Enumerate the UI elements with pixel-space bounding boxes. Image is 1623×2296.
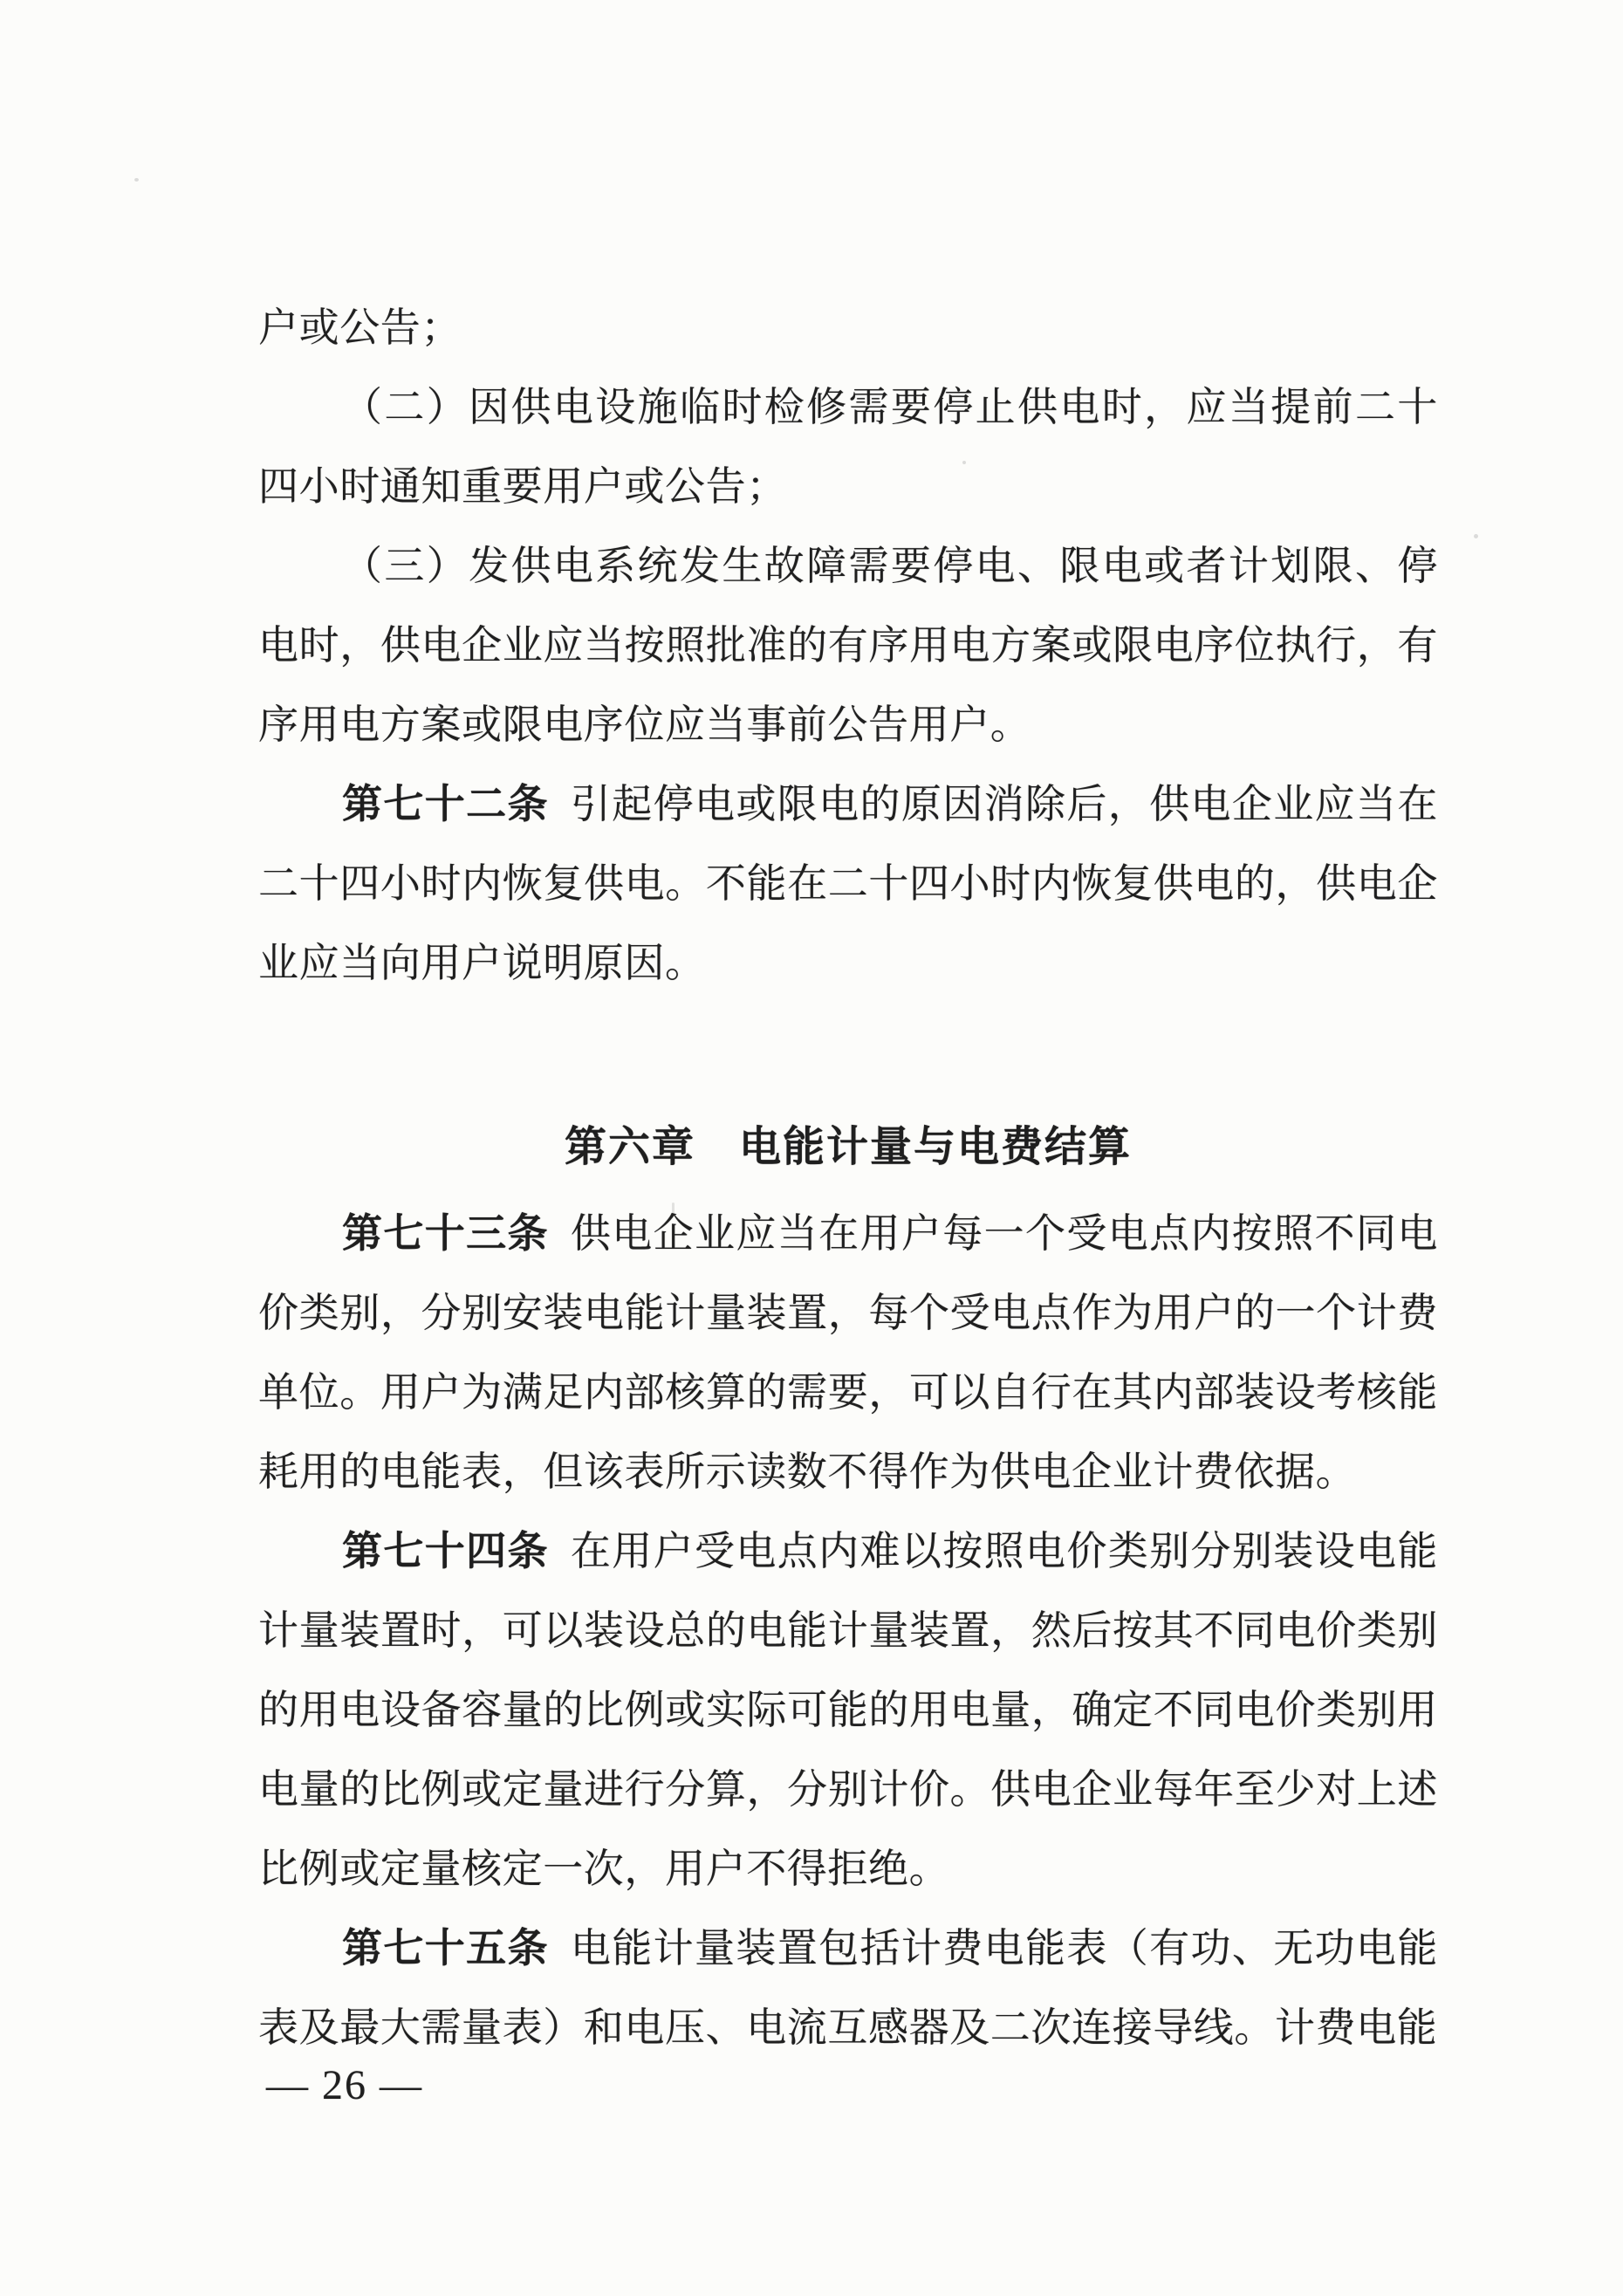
article-number: 第七十三条 — [342, 1210, 549, 1256]
paragraph — [258, 1194, 1438, 1511]
article-number: 第七十四条 — [342, 1528, 549, 1573]
page-number: — 26 — — [266, 2062, 423, 2108]
paragraph — [258, 526, 1438, 764]
article-number: 第七十五条 — [342, 1925, 549, 1970]
paragraph — [258, 1909, 1438, 2067]
paragraph — [258, 367, 1438, 526]
document-body — [258, 288, 1438, 2067]
scan-speck — [134, 178, 139, 182]
paragraph-text: 电能计量装置包括计费电能表（有功、无功电能表及最大需量表）和电压、电流互感器及二次连接导线。计费电能 — [258, 1926, 1439, 2050]
paragraph-text: 引起停电或限电的原因消除后，供电企业应当在二十四小时内恢复供电。不能在二十四小时内恢复供电的，供电企业应当向用户说明原因。 — [258, 782, 1439, 985]
chapter-heading: 第六章 电能计量与电费结算 — [564, 1124, 1132, 1170]
paragraph — [258, 1511, 1438, 1909]
scan-speck — [1474, 534, 1478, 538]
paragraph-text: 户或公告； — [258, 305, 462, 350]
paragraph-text: （三）发供电系统发生故障需要停电、限电或者计划限、停电时，供电企业应当按照批准的有序用电方案或限电序位执行，有序用电方案或限电序位应当事前公告用户。 — [258, 544, 1438, 747]
paragraph-text: 在用户受电点内难以按照电价类别分别装设电能计量装置时，可以装设总的电能计量装置，然后按其不同电价类别的用电设备容量的比例或实际可能的用电量，确定不同电价类别用电量的比例或定量进行分算，分别计价。供电企业每年至少对上述比例或定量核定一次，用户不得拒绝。 — [258, 1529, 1439, 1891]
article-number: 第七十二条 — [342, 781, 549, 826]
paragraph — [258, 764, 1438, 1003]
paragraph — [258, 288, 1438, 367]
paragraph-text: （二）因供电设施临时检修需要停止供电时，应当提前二十四小时通知重要用户或公告； — [258, 385, 1438, 509]
paragraph-text: 供电企业应当在用户每一个受电点内按照不同电价类别，分别安装电能计量装置，每个受电点作为用户的一个计费单位。用户为满足内部核算的需要，可以自行在其内部装设考核能耗用的电能表，但该表所示读数不得作为供电企业计费依据。 — [258, 1211, 1439, 1494]
